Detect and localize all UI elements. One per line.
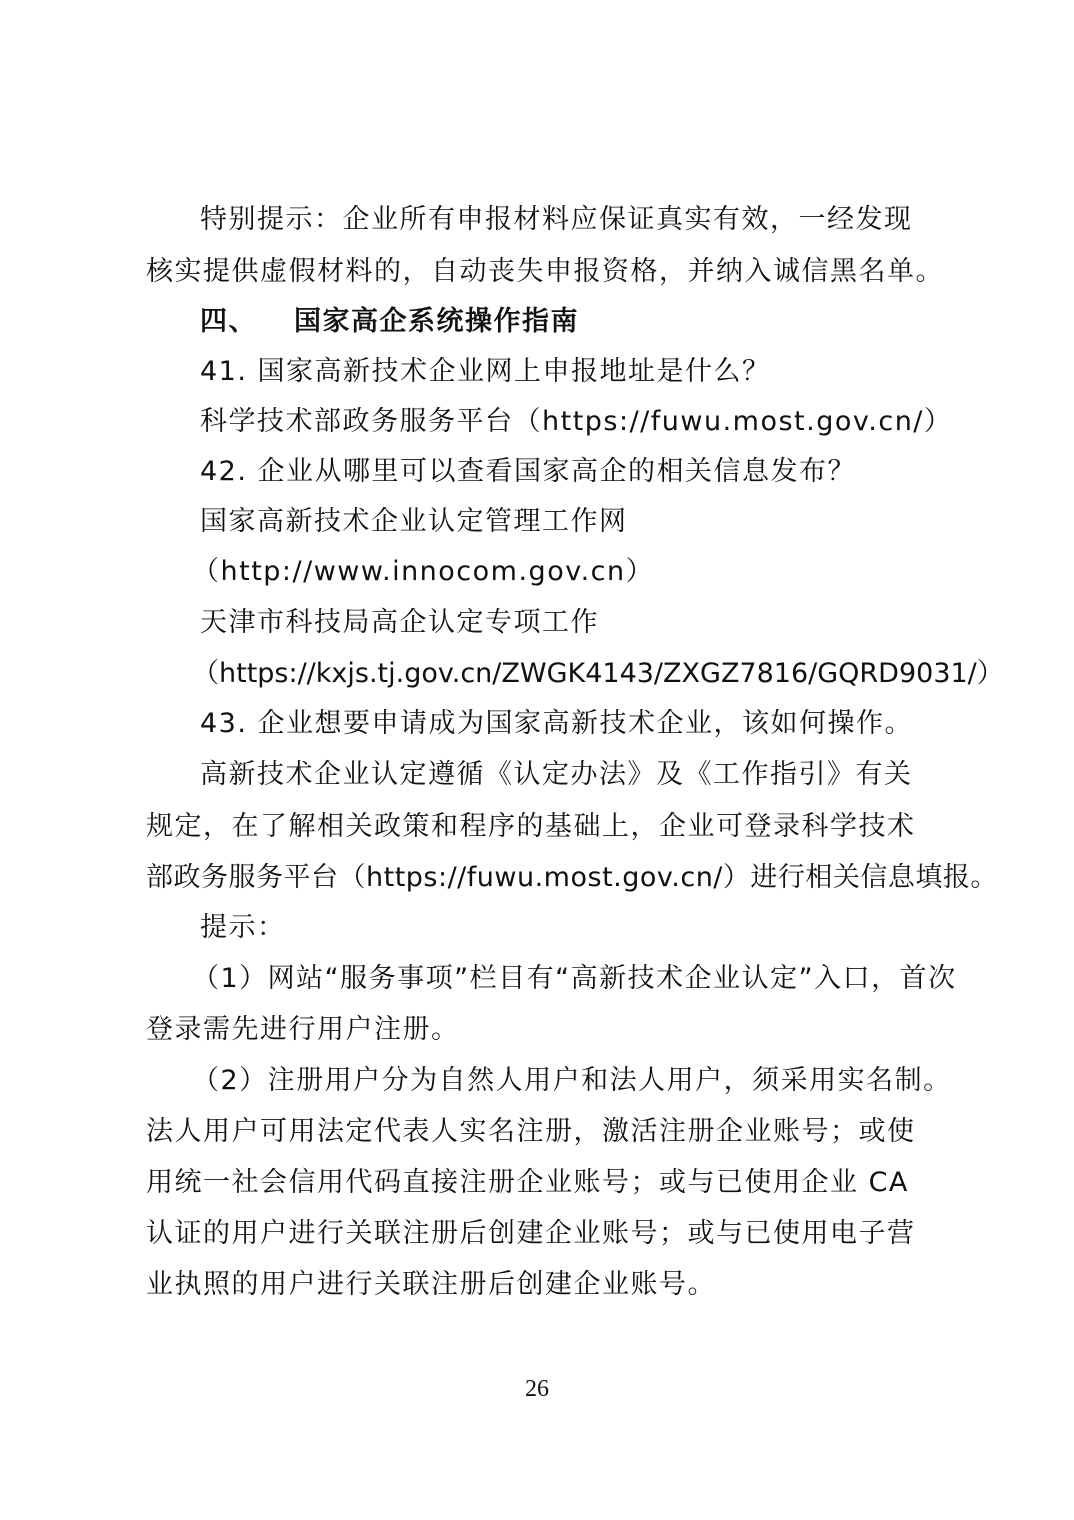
page-number: 26 xyxy=(525,1376,549,1402)
answer-43-line-2: 规定，在了解相关政策和程序的基础上，企业可登录科学技术 xyxy=(146,811,916,842)
section-title: 国家高企系统操作指南 xyxy=(294,306,579,337)
question-42: 42. 企业从哪里可以查看国家高企的相关信息发布？ xyxy=(200,456,857,487)
section-heading xyxy=(200,296,936,348)
answer-42-line-2: （http://www.innocom.gov.cn） xyxy=(192,556,655,587)
tip-2-line-2: 法人用户可用法定代表人实名注册，激活注册企业账号；或使 xyxy=(146,1116,916,1147)
tip-2-line-1: （2）注册用户分为自然人用户和法人用户，须采用实名制。 xyxy=(192,1065,952,1096)
answer-42-line-4: （https://kxjs.tj.gov.cn/ZWGK4143/ZXGZ7816/GQRD9031/） xyxy=(192,658,1004,689)
tip-1-line-2: 登录需先进行用户注册。 xyxy=(146,1014,460,1045)
question-41: 41. 国家高新技术企业网上申报地址是什么？ xyxy=(200,356,771,387)
answer-42-line-3: 天津市科技局高企认定专项工作 xyxy=(200,607,599,638)
tip-2-line-4: 认证的用户进行关联注册后创建企业账号；或与已使用电子营 xyxy=(146,1218,916,1249)
special-notice-line-2: 核实提供虚假材料的，自动丧失申报资格，并纳入诚信黑名单。 xyxy=(146,256,944,287)
question-43: 43. 企业想要申请成为国家高新技术企业，该如何操作。 xyxy=(200,708,914,739)
tip-label: 提示： xyxy=(200,912,286,943)
answer-43-line-1: 高新技术企业认定遵循《认定办法》及《工作指引》有关 xyxy=(200,759,913,790)
answer-42-line-1: 国家高新技术企业认定管理工作网 xyxy=(200,506,628,537)
tip-2-line-3: 用统一社会信用代码直接注册企业账号；或与已使用企业 CA xyxy=(146,1167,909,1198)
tip-1-line-1: （1）网站“服务事项”栏目有“高新技术企业认定”入口，首次 xyxy=(192,963,957,994)
answer-43-line-3: 部政务服务平台（https://fuwu.most.gov.cn/）进行相关信息填报。 xyxy=(146,862,998,893)
tip-2-line-5: 业执照的用户进行关联注册后创建企业账号。 xyxy=(146,1269,716,1300)
answer-41: 科学技术部政务服务平台（https://fuwu.most.gov.cn/） xyxy=(200,406,953,437)
special-notice-line-1: 特别提示：企业所有申报材料应保证真实有效，一经发现 xyxy=(200,204,913,235)
section-number: 四、 xyxy=(200,306,257,337)
